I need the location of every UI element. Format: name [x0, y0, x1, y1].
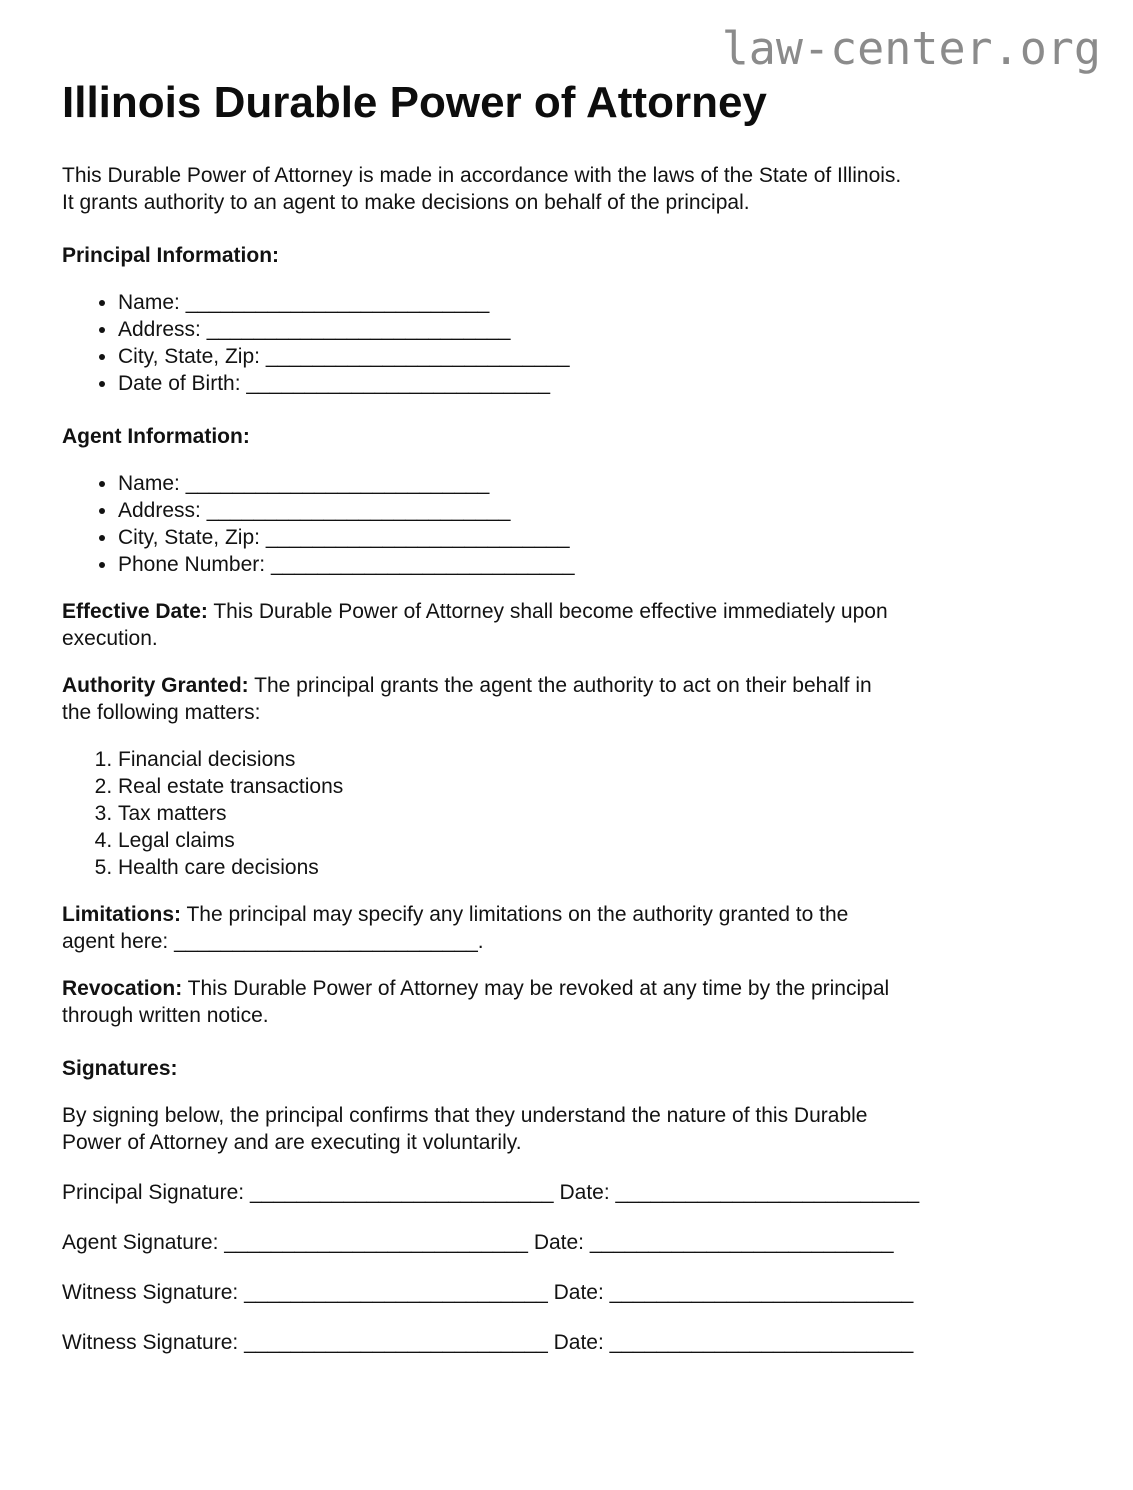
witness2-signature-blank: __________________________: [244, 1331, 548, 1354]
principal-city-state-zip-label: City, State, Zip:: [118, 345, 260, 368]
agent-info-list: [62, 470, 1067, 578]
effective-date-line-1: This Durable Power of Attorney shall become effective immediately upon: [213, 600, 888, 623]
limitations-label: Limitations:: [62, 903, 181, 926]
effective-date-line-2: execution.: [62, 627, 158, 650]
witness1-signature-date-label: Date:: [553, 1281, 604, 1304]
limitations-line-1: The principal may specify any limitations on the authority granted to the: [186, 903, 849, 926]
principal-name-label: Name:: [118, 291, 180, 314]
revocation-line-2: through written notice.: [62, 1004, 269, 1027]
principal-signature-blank: __________________________: [249, 1181, 554, 1204]
witness2-signature-date-label: Date:: [553, 1331, 604, 1354]
signatures-heading: Signatures:: [62, 1057, 178, 1080]
principal-signature-label: Principal Signature:: [62, 1181, 245, 1204]
authority-item-legal-claims: 4. Legal claims: [118, 827, 1067, 854]
authority-item-financial: 1. Financial decisions: [118, 746, 1067, 773]
intro-line-2: It grants authority to an agent to make decisions on behalf of the principal.: [62, 191, 750, 214]
limitations-paragraph: [62, 901, 1067, 955]
agent-signature-date-label: Date:: [533, 1231, 585, 1254]
principal-info-heading: Principal Information:: [62, 244, 280, 267]
witness2-signature-row: [62, 1329, 1067, 1356]
revocation-paragraph: [62, 975, 1067, 1029]
agent-name-label: Name:: [118, 472, 180, 495]
document-page: [0, 24, 1133, 1490]
authority-granted-line-1: The principal grants the agent the authority to act on their behalf in: [254, 674, 872, 697]
witness1-signature-date-blank: __________________________: [609, 1281, 914, 1304]
agent-address-item: [118, 497, 1067, 524]
agent-city-state-zip-blank: __________________________: [265, 526, 570, 549]
agent-name-blank: __________________________: [185, 472, 490, 495]
authority-list: [62, 746, 1067, 881]
agent-address-blank: __________________________: [206, 499, 511, 522]
principal-name-blank: __________________________: [185, 291, 490, 314]
principal-city-state-zip-item: [118, 343, 1067, 370]
limitations-line-2-prefix: agent here:: [62, 930, 169, 953]
agent-city-state-zip-label: City, State, Zip:: [118, 526, 260, 549]
witness1-signature-label: Witness Signature:: [62, 1281, 239, 1304]
witness1-signature-blank: __________________________: [244, 1281, 548, 1304]
authority-item-tax: 3. Tax matters: [118, 800, 1067, 827]
agent-signature-row: [62, 1229, 1067, 1256]
principal-address-blank: __________________________: [206, 318, 511, 341]
page-title: Illinois Durable Power of Attorney: [62, 78, 767, 127]
authority-item-health-care: 5. Health care decisions: [118, 854, 1067, 881]
authority-granted-line-2: the following matters:: [62, 701, 261, 724]
witness1-signature-row: [62, 1279, 1067, 1306]
principal-address-item: [118, 316, 1067, 343]
principal-signature-date-blank: __________________________: [615, 1181, 920, 1204]
revocation-line-1: This Durable Power of Attorney may be revoked at any time by the principal: [187, 977, 890, 1000]
agent-signature-blank: __________________________: [224, 1231, 528, 1254]
authority-item-real-estate: 2. Real estate transactions: [118, 773, 1067, 800]
principal-dob-blank: __________________________: [246, 372, 551, 395]
agent-address-label: Address:: [118, 499, 201, 522]
effective-date-paragraph: [62, 598, 1067, 652]
agent-city-state-zip-item: [118, 524, 1067, 551]
agent-phone-blank: __________________________: [270, 553, 575, 576]
principal-signature-row: [62, 1179, 1067, 1206]
effective-date-label: Effective Date:: [62, 600, 208, 623]
limitations-blank: __________________________: [174, 930, 478, 953]
signing-statement-line-2: Power of Attorney and are executing it voluntarily.: [62, 1131, 522, 1154]
agent-info-heading: Agent Information:: [62, 425, 250, 448]
witness2-signature-label: Witness Signature:: [62, 1331, 239, 1354]
principal-name-item: [118, 289, 1067, 316]
principal-address-label: Address:: [118, 318, 201, 341]
revocation-label: Revocation:: [62, 977, 183, 1000]
witness2-signature-date-blank: __________________________: [609, 1331, 914, 1354]
agent-phone-label: Phone Number:: [118, 553, 266, 576]
principal-dob-item: [118, 370, 1067, 397]
site-logo: law-center.org: [721, 22, 1101, 75]
principal-city-state-zip-blank: __________________________: [265, 345, 570, 368]
signing-statement-line-1: By signing below, the principal confirms that they understand the nature of this Durable: [62, 1104, 868, 1127]
agent-phone-item: [118, 551, 1067, 578]
agent-name-item: [118, 470, 1067, 497]
agent-signature-date-blank: __________________________: [589, 1231, 894, 1254]
principal-info-list: [62, 289, 1067, 397]
intro-line-1: This Durable Power of Attorney is made in accordance with the laws of the State of Illinois.: [62, 164, 902, 187]
principal-signature-date-label: Date:: [559, 1181, 610, 1204]
agent-signature-label: Agent Signature:: [62, 1231, 219, 1254]
signing-statement-paragraph: [62, 1102, 1067, 1156]
principal-dob-label: Date of Birth:: [118, 372, 241, 395]
authority-granted-label: Authority Granted:: [62, 674, 249, 697]
authority-granted-paragraph: [62, 672, 1067, 726]
intro-paragraph: [62, 162, 1067, 216]
limitations-suffix: .: [477, 930, 484, 953]
